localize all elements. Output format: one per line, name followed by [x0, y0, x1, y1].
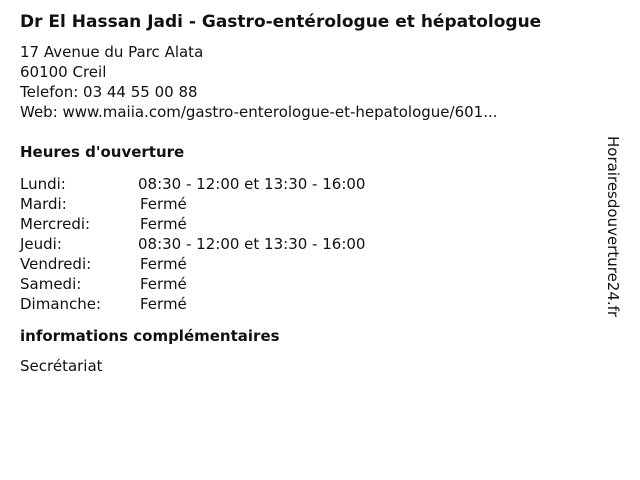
- day-hours: Fermé: [140, 255, 187, 273]
- hours-row-friday: [20, 254, 608, 274]
- day-hours: 08:30 - 12:00 et 13:30 - 16:00: [138, 235, 366, 253]
- hours-row-tuesday: [20, 194, 608, 214]
- website-link[interactable]: [20, 102, 608, 122]
- business-details: [20, 12, 608, 376]
- day-label: Jeudi:: [20, 235, 62, 253]
- opening-hours-table: [20, 174, 608, 314]
- day-label: Mardi:: [20, 195, 67, 213]
- day-label: Lundi:: [20, 175, 66, 193]
- day-hours: Fermé: [140, 275, 187, 293]
- business-title: Dr El Hassan Jadi - Gastro-entérologue et hépatologue: [20, 12, 542, 32]
- day-label: Vendredi:: [20, 255, 92, 273]
- website-link-text[interactable]: Web: www.maiia.com/gastro-enterologue-et-hepatologue/601...: [20, 103, 498, 121]
- hours-row-saturday: [20, 274, 608, 294]
- address-street: 17 Avenue du Parc Alata: [20, 43, 204, 61]
- day-hours: Fermé: [140, 295, 187, 313]
- day-label: Mercredi:: [20, 215, 91, 233]
- hours-row-thursday: [20, 234, 608, 254]
- phone-number[interactable]: Telefon: 03 44 55 00 88: [20, 83, 198, 101]
- info-text: Secrétariat: [20, 357, 103, 375]
- info-heading: informations complémentaires: [20, 327, 280, 345]
- brand-watermark[interactable]: Horairesdouverture24.fr: [604, 136, 622, 318]
- hours-row-wednesday: [20, 214, 608, 234]
- contact-block: [20, 42, 608, 122]
- day-hours: Fermé: [140, 215, 187, 233]
- hours-heading: Heures d'ouverture: [20, 143, 185, 161]
- day-hours: Fermé: [140, 195, 187, 213]
- day-hours: 08:30 - 12:00 et 13:30 - 16:00: [138, 175, 366, 193]
- day-label: Samedi:: [20, 275, 82, 293]
- address-city: 60100 Creil: [20, 63, 107, 81]
- hours-row-sunday: [20, 294, 608, 314]
- day-label: Dimanche:: [20, 295, 102, 313]
- hours-row-monday: [20, 174, 608, 194]
